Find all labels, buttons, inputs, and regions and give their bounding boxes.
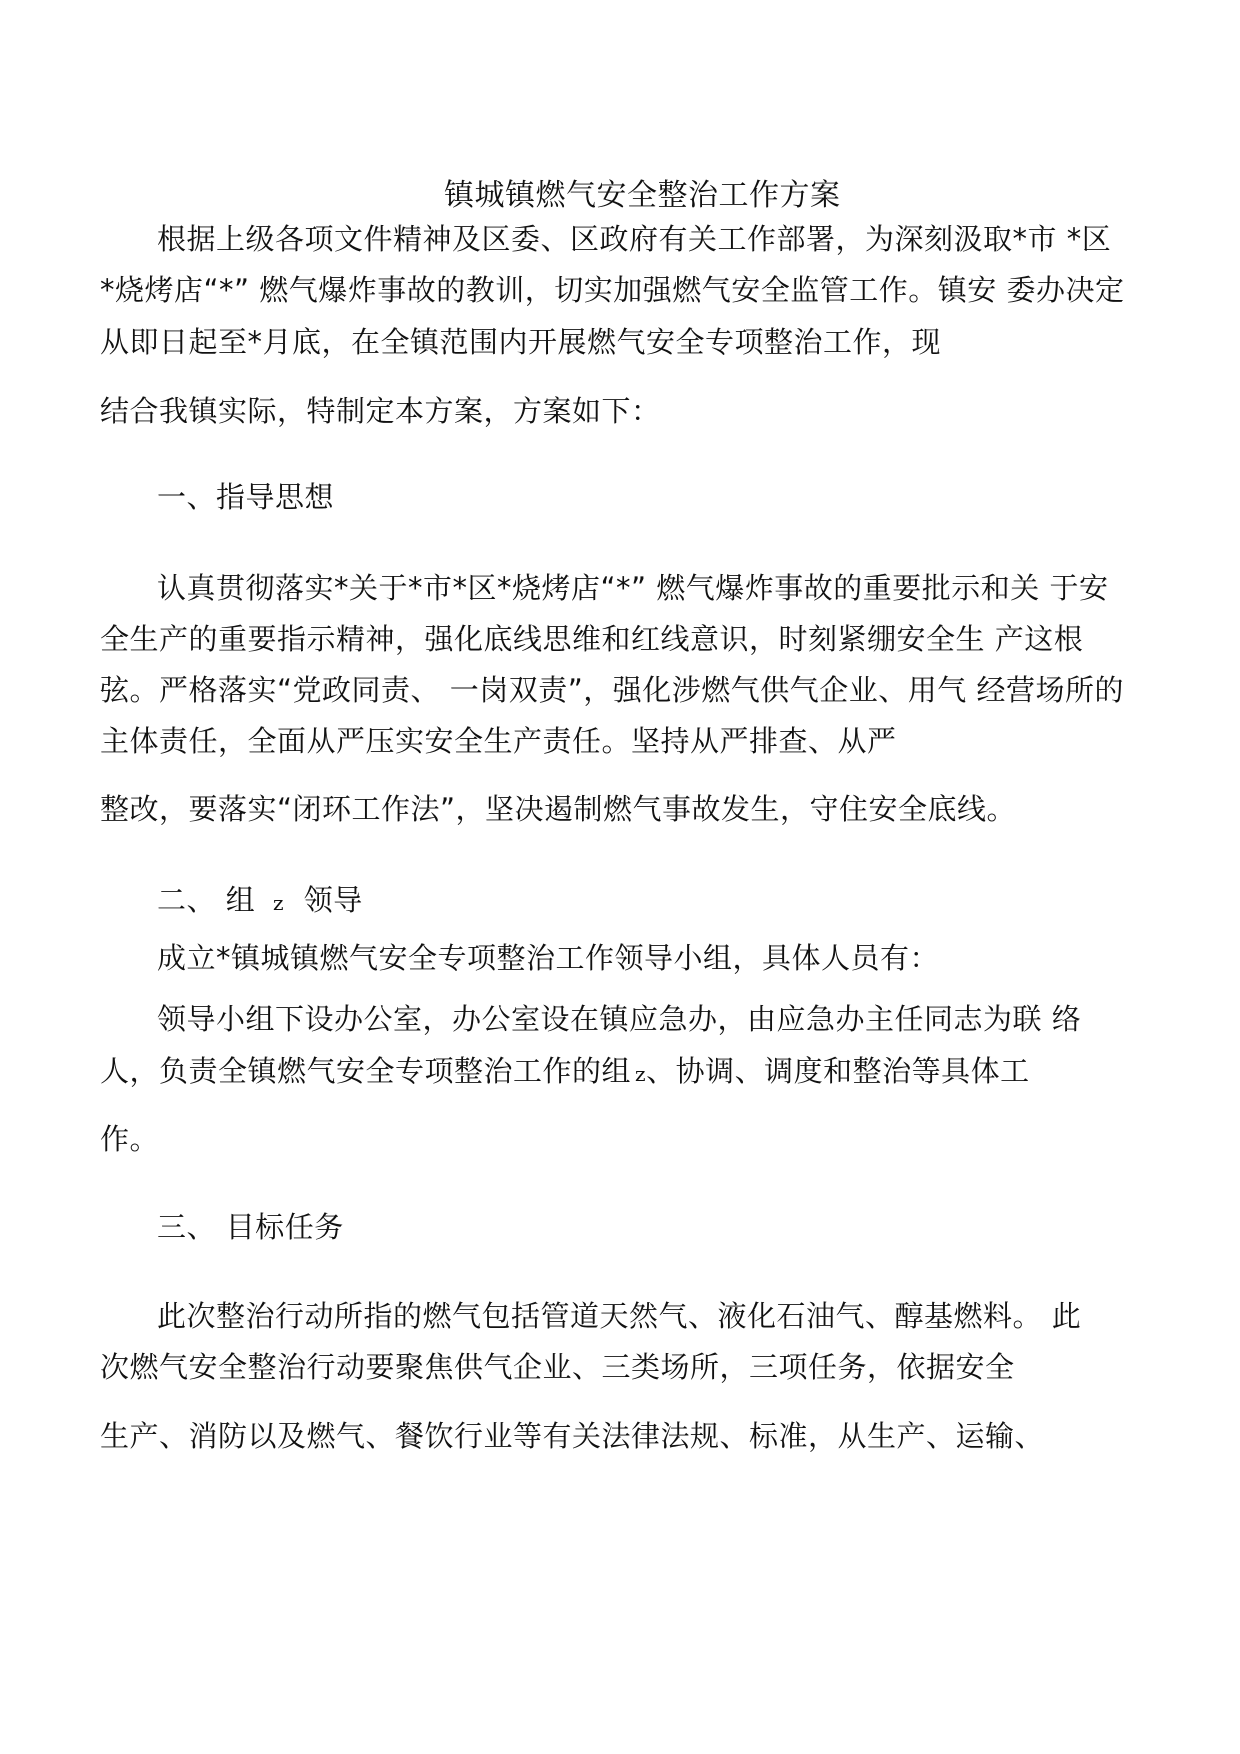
section-2-line-3	[100, 1051, 1030, 1094]
intro-line-3: 从即日起至*月底，在全镇范围内开展燃气安全专项整治工作，现	[100, 325, 942, 359]
section-2-line-2: 领导小组下设办公室，办公室设在镇应急办，由应急办主任同志为联 络	[157, 1002, 1082, 1036]
document-title: 镇城镇燃气安全整治工作方案	[444, 178, 841, 213]
section-1-heading: 一、指导思想	[157, 480, 335, 514]
section-1-line-5: 整改，要落实“闭环工作法”，坚决遏制燃气事故发生，守住安全底线。	[100, 792, 1017, 826]
section-2-line-4: 作。	[100, 1122, 160, 1156]
section-2-heading-part-a: 二、 组	[157, 883, 256, 917]
section-1-line-2: 全生产的重要指示精神，强化底线思维和红线意识，时刻紧绷安全生 产这根	[100, 622, 1084, 656]
section-2-heading-part-b: 领导	[303, 883, 363, 917]
section-1-line-4: 主体责任，全面从严压实安全生产责任。坚持从严排查、从严	[100, 724, 897, 758]
intro-line-4: 结合我镇实际，特制定本方案，方案如下：	[100, 394, 661, 428]
section-3-line-1: 此次整治行动所指的燃气包括管道天然气、液化石油气、醇基燃料。 此	[157, 1299, 1082, 1333]
intro-line-1: 根据上级各项文件精神及区委、区政府有关工作部署，为深刻汲取*市 *区	[157, 222, 1112, 256]
section-2-line-3-glyph: z	[635, 1062, 647, 1086]
section-1-line-1: 认真贯彻落实*关于*市*区*烧烤店“*” 燃气爆炸事故的重要批示和关 于安	[157, 571, 1109, 605]
section-2-heading-glyph: z	[272, 891, 284, 915]
section-3-heading: 三、 目标任务	[157, 1210, 344, 1244]
section-2-line-1: 成立*镇城镇燃气安全专项整治工作领导小组，具体人员有：	[157, 941, 940, 975]
section-1-line-3: 弦。严格落实“党政同责、 一岗双责”，强化涉燃气供气企业、用气 经营场所的	[100, 673, 1124, 707]
section-2-line-3-part-a: 人，负责全镇燃气安全专项整治工作的组	[100, 1054, 632, 1088]
section-2-line-3-part-b: 、协调、调度和整治等具体工	[646, 1054, 1030, 1088]
section-3-line-2: 次燃气安全整治行动要聚焦供气企业、三类场所，三项任务，依据安全	[100, 1350, 1015, 1384]
intro-line-2: *烧烤店“*” 燃气爆炸事故的教训，切实加强燃气安全监管工作。镇安 委办决定	[100, 273, 1125, 307]
section-2-heading	[157, 880, 363, 923]
section-3-line-3: 生产、消防以及燃气、餐饮行业等有关法律法规、标准，从生产、运输、	[100, 1419, 1045, 1453]
